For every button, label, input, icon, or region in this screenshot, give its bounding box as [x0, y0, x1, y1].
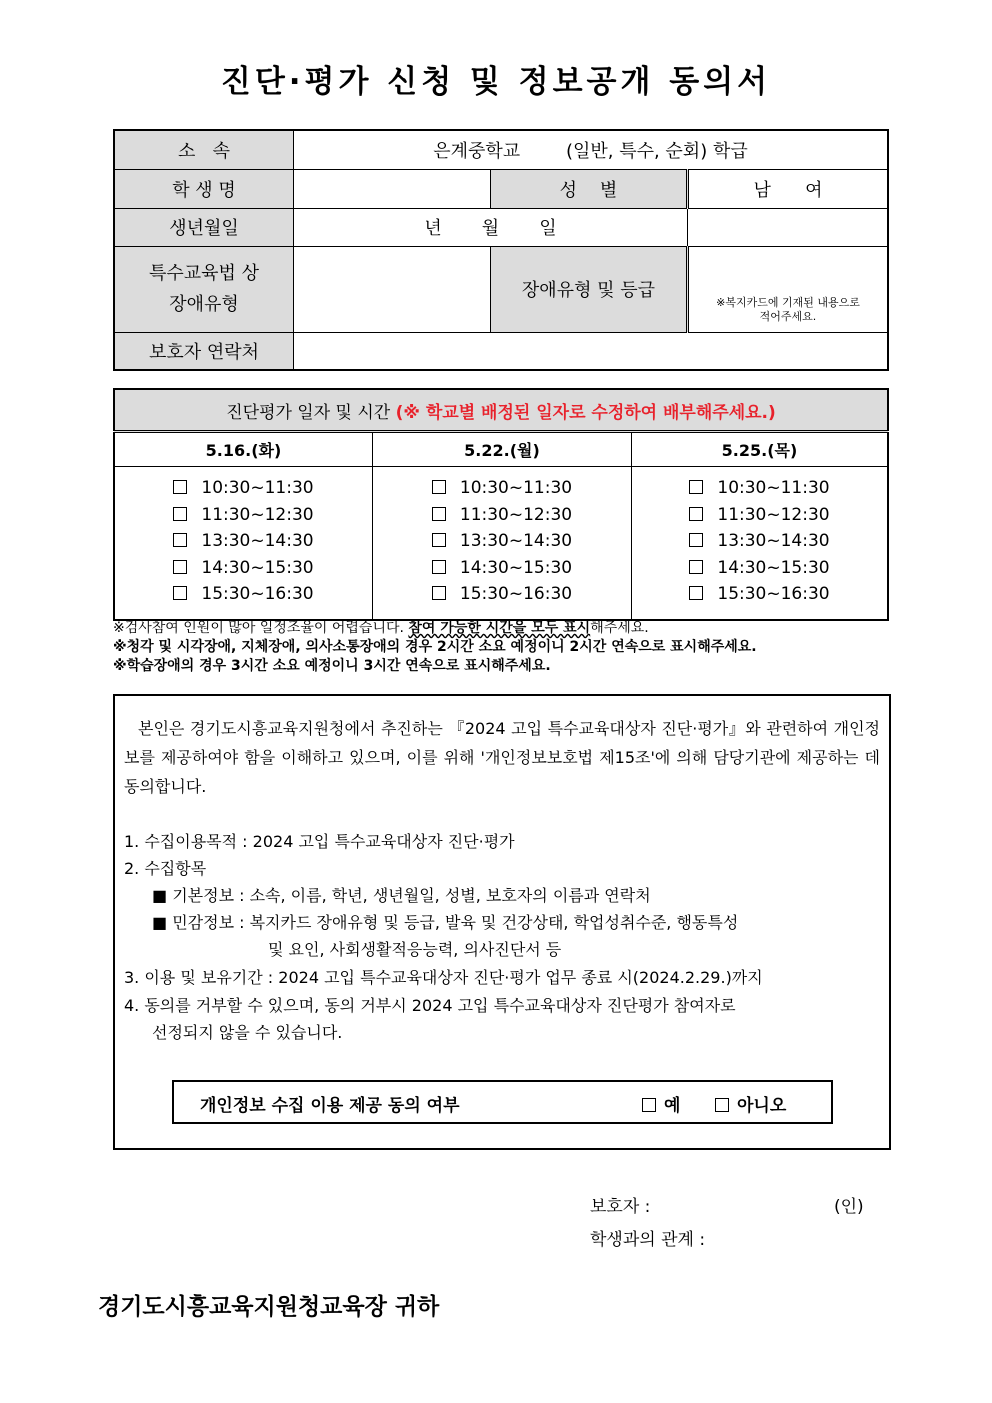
note-2: ※청각 및 시각장애, 지체장애, 의사소통장애의 경우 2시간 소요 예정이니 2시간 연속으로 표시해주세요. — [113, 639, 757, 655]
consent-item-3: 3. 이용 및 보유기간 : 2024 고입 특수교육대상자 진단·평가 업무 종료 시(2024.2.29.)까지 — [124, 968, 763, 987]
time-slot-option[interactable] — [115, 555, 372, 582]
time-slot-label: 11:30~12:30 — [459, 504, 573, 525]
note-1 — [113, 619, 757, 638]
affiliation-value[interactable] — [294, 130, 889, 169]
gender-label — [491, 169, 688, 208]
checkbox-icon[interactable] — [432, 560, 446, 574]
birthdate-extra-cell — [688, 208, 889, 246]
birthdate-value-text: 년 월 일 — [424, 218, 557, 239]
slot-column-3 — [632, 467, 889, 621]
time-slot-label: 13:30~14:30 — [201, 531, 314, 551]
disability-note-line1: ※복지카드에 기재된 내용으로 — [716, 295, 860, 309]
schedule-header-text: 진단평가 일자 및 시간 — [226, 402, 391, 423]
consent-agreement-box — [172, 1080, 833, 1124]
checkbox-icon[interactable] — [689, 560, 703, 574]
time-slot-option[interactable] — [115, 502, 372, 529]
special-ed-field[interactable] — [294, 246, 491, 332]
consent-intro: 본인은 경기도시흥교육지원청에서 추진하는 『2024 고입 특수교육대상자 진단·평가』와 관련하여 개인정보를 제공하여야 함을 이해하고 있으며, 이를 위해 '개인정보보호법 제15조'에 의해 담당기관에 제공하는 데 동의합니다. — [124, 719, 880, 796]
consent-item-2a: ■ 기본정보 : 소속, 이름, 학년, 생년월일, 성별, 보호자의 이름과 연락처 — [152, 886, 651, 905]
guardian-contact-field[interactable] — [294, 332, 889, 370]
special-ed-label — [114, 246, 294, 332]
time-slot-option[interactable] — [632, 555, 887, 582]
time-slot-label: 14:30~15:30 — [717, 557, 830, 578]
consent-item-2: 2. 수집항목 — [124, 859, 207, 878]
checkbox-icon[interactable] — [689, 507, 703, 521]
time-slot-option[interactable] — [373, 555, 631, 582]
time-slot-label: 10:30~11:30 — [201, 478, 314, 498]
consent-item-2b-cont: 및 요인, 사회생활적응능력, 의사진단서 등 — [268, 940, 562, 959]
checkbox-icon[interactable] — [173, 480, 187, 494]
date-header-3: 5.25.(목) — [632, 432, 889, 467]
time-slot-option[interactable] — [373, 475, 631, 502]
time-slot-label: 14:30~15:30 — [459, 557, 573, 578]
student-info-table — [113, 129, 889, 371]
affiliation-label — [114, 130, 294, 169]
slot-column-2 — [373, 467, 632, 621]
consent-item-4-cont: 선정되지 않을 수 있습니다. — [152, 1023, 343, 1042]
time-slot-option[interactable] — [632, 475, 887, 502]
affiliation-value-text: 은계중학교 (일반, 특수, 순회) 학급 — [433, 140, 748, 162]
gender-field[interactable] — [688, 169, 889, 208]
checkbox-icon[interactable] — [432, 480, 446, 494]
birthdate-label: 생년월일 — [114, 208, 294, 246]
student-name-label: 학 생 명 — [114, 169, 294, 208]
time-slot-option[interactable] — [373, 528, 631, 555]
time-slot-label: 14:30~15:30 — [201, 557, 314, 578]
guardian-contact-label: 보호자 연락처 — [114, 332, 294, 370]
birthdate-field[interactable] — [294, 208, 688, 246]
consent-no-label: 아니오 — [737, 1096, 787, 1116]
special-ed-label-line1: 특수교육법 상 — [148, 263, 260, 284]
note-1-text: ※검사참여 인원이 많아 일정조율이 어렵습니다. — [113, 620, 409, 636]
affiliation-label-text: 소 속 — [178, 140, 230, 162]
checkbox-icon[interactable] — [689, 480, 703, 494]
time-slot-option[interactable] — [115, 581, 372, 608]
checkbox-icon[interactable] — [173, 533, 187, 547]
note-3: ※학습장애의 경우 3시간 소요 예정이니 3시간 연속으로 표시해주세요. — [113, 658, 551, 674]
disability-field[interactable] — [688, 246, 889, 332]
consent-yes-option[interactable] — [642, 1091, 680, 1116]
checkbox-icon[interactable] — [432, 586, 446, 600]
consent-no-option[interactable] — [715, 1091, 786, 1116]
gender-label-text: 성 별 — [559, 179, 618, 201]
consent-yes-label: 예 — [664, 1096, 681, 1116]
schedule-table — [113, 388, 889, 621]
time-slot-option[interactable] — [115, 528, 372, 555]
time-slot-option[interactable] — [115, 475, 372, 502]
student-name-field[interactable] — [294, 169, 491, 208]
consent-item-1: 1. 수집이용목적 : 2024 고입 특수교육대상자 진단·평가 — [124, 832, 515, 851]
checkbox-icon[interactable] — [173, 507, 187, 521]
gender-value-text: 남 여 — [753, 179, 823, 201]
time-slot-label: 10:30~11:30 — [459, 478, 573, 498]
disability-note-line2: 적어주세요. — [759, 309, 817, 323]
date-header-2: 5.22.(월) — [373, 432, 632, 467]
slot-column-1 — [114, 467, 373, 621]
addressee: 경기도시흥교육지원청교육장 귀하 — [98, 1294, 440, 1320]
checkbox-icon[interactable] — [689, 533, 703, 547]
checkbox-icon[interactable] — [689, 586, 703, 600]
checkbox-icon[interactable] — [173, 586, 187, 600]
schedule-header — [114, 389, 888, 432]
time-slot-label: 15:30~16:30 — [459, 584, 573, 604]
time-slot-option[interactable] — [632, 528, 887, 555]
time-slot-label: 11:30~12:30 — [201, 504, 314, 525]
note-1-emphasis: 참여 가능한 시간을 모두 표시 — [408, 620, 591, 636]
schedule-header-note: (※ 학교별 배정된 일자로 수정하여 배부해주세요.) — [395, 402, 776, 423]
checkbox-icon[interactable] — [642, 1098, 656, 1112]
consent-item-2b: ■ 민감정보 : 복지카드 장애유형 및 등급, 발육 및 건강상태, 학업성취수준, 행동특성 — [152, 913, 739, 932]
guardian-signature-label: 보호자 : — [590, 1197, 651, 1217]
seal-mark: (인) — [834, 1197, 864, 1217]
time-slot-label: 10:30~11:30 — [717, 478, 830, 498]
consent-agreement-label: 개인정보 수집 이용 제공 동의 여부 — [200, 1096, 460, 1116]
consent-item-4: 4. 동의를 거부할 수 있으며, 동의 거부시 2024 고입 특수교육대상자 진단평가 참여자로 — [124, 996, 736, 1015]
relation-label: 학생과의 관계 : — [590, 1230, 706, 1250]
time-slot-label: 13:30~14:30 — [717, 531, 830, 551]
consent-box — [113, 694, 891, 1150]
schedule-notes — [113, 619, 757, 676]
date-header-1: 5.16.(화) — [114, 432, 373, 467]
time-slot-label: 15:30~16:30 — [201, 584, 314, 604]
time-slot-option[interactable] — [373, 502, 631, 529]
time-slot-label: 11:30~12:30 — [717, 504, 830, 525]
checkbox-icon[interactable] — [715, 1098, 729, 1112]
checkbox-icon[interactable] — [173, 560, 187, 574]
document-title: 진단·평가 신청 및 정보공개 동의서 — [220, 64, 772, 100]
special-ed-label-line2: 장애유형 — [169, 294, 239, 315]
checkbox-icon[interactable] — [432, 533, 446, 547]
note-1-tail: 해주세요. — [590, 620, 649, 636]
time-slot-option[interactable] — [373, 581, 631, 608]
disability-label: 장애유형 및 등급 — [491, 246, 688, 332]
time-slot-label: 15:30~16:30 — [717, 584, 830, 604]
time-slot-label: 13:30~14:30 — [459, 531, 573, 551]
time-slot-option[interactable] — [632, 502, 887, 529]
time-slot-option[interactable] — [632, 581, 887, 608]
checkbox-icon[interactable] — [432, 507, 446, 521]
